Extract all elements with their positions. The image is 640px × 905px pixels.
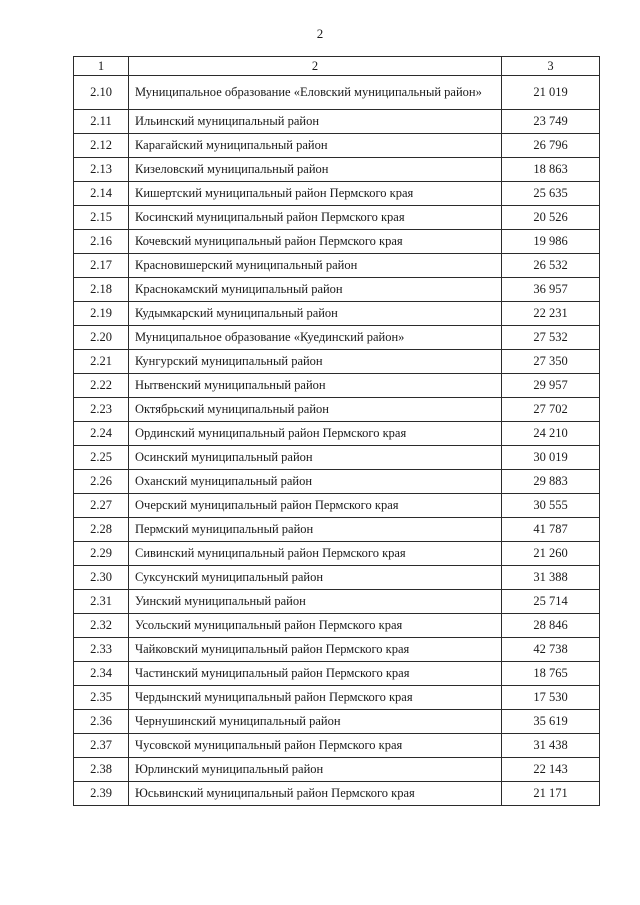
table-row: [74, 470, 600, 494]
row-number: 2.15: [74, 206, 129, 230]
row-number: 2.32: [74, 614, 129, 638]
district-name: Чернушинский муниципальный район: [129, 710, 502, 734]
district-value: 22 231: [502, 302, 600, 326]
district-value: 18 765: [502, 662, 600, 686]
table-row: [74, 662, 600, 686]
district-value: 19 986: [502, 230, 600, 254]
row-number: 2.22: [74, 374, 129, 398]
district-value: 29 957: [502, 374, 600, 398]
row-number: 2.10: [74, 76, 129, 110]
table-body: [74, 76, 600, 806]
row-number: 2.19: [74, 302, 129, 326]
table-row: [74, 710, 600, 734]
row-number: 2.13: [74, 158, 129, 182]
row-number: 2.28: [74, 518, 129, 542]
table-row: [74, 374, 600, 398]
table-row: [74, 134, 600, 158]
district-name: Юрлинский муниципальный район: [129, 758, 502, 782]
column-header-2: 2: [129, 57, 502, 76]
page-number: 2: [316, 26, 324, 41]
row-number: 2.37: [74, 734, 129, 758]
row-number: 2.36: [74, 710, 129, 734]
district-value: 29 883: [502, 470, 600, 494]
row-number: 2.24: [74, 422, 129, 446]
district-value: 42 738: [502, 638, 600, 662]
table-row: [74, 638, 600, 662]
row-number: 2.11: [74, 110, 129, 134]
district-value: 20 526: [502, 206, 600, 230]
district-name: Чусовской муниципальный район Пермского края: [129, 734, 502, 758]
row-number: 2.38: [74, 758, 129, 782]
row-number: 2.25: [74, 446, 129, 470]
district-name: Очерский муниципальный район Пермского края: [129, 494, 502, 518]
table-row: [74, 278, 600, 302]
district-value: 21 260: [502, 542, 600, 566]
district-value: 26 532: [502, 254, 600, 278]
district-name: Косинский муниципальный район Пермского края: [129, 206, 502, 230]
district-name: Пермский муниципальный район: [129, 518, 502, 542]
district-value: 25 635: [502, 182, 600, 206]
table-row: [74, 350, 600, 374]
district-name: Ильинский муниципальный район: [129, 110, 502, 134]
table-row: [74, 206, 600, 230]
table-row: [74, 158, 600, 182]
district-name: Красновишерский муниципальный район: [129, 254, 502, 278]
table-row: [74, 782, 600, 806]
district-name: Кизеловский муниципальный район: [129, 158, 502, 182]
district-name: Краснокамский муниципальный район: [129, 278, 502, 302]
column-header-3: 3: [502, 57, 600, 76]
district-name: Кишертский муниципальный район Пермского края: [129, 182, 502, 206]
district-value: 31 388: [502, 566, 600, 590]
table-row: [74, 518, 600, 542]
table-row: [74, 422, 600, 446]
row-number: 2.31: [74, 590, 129, 614]
district-value: 23 749: [502, 110, 600, 134]
district-name: Оханский муниципальный район: [129, 470, 502, 494]
district-name: Юсьвинский муниципальный район Пермского края: [129, 782, 502, 806]
district-value: 26 796: [502, 134, 600, 158]
table-row: [74, 326, 600, 350]
district-value: 36 957: [502, 278, 600, 302]
column-header-1: 1: [74, 57, 129, 76]
district-value: 31 438: [502, 734, 600, 758]
table-row: [74, 758, 600, 782]
district-value: 21 171: [502, 782, 600, 806]
row-number: 2.17: [74, 254, 129, 278]
district-value: 25 714: [502, 590, 600, 614]
district-name: Суксунский муниципальный район: [129, 566, 502, 590]
row-number: 2.12: [74, 134, 129, 158]
row-number: 2.39: [74, 782, 129, 806]
row-number: 2.33: [74, 638, 129, 662]
district-name: Октябрьский муниципальный район: [129, 398, 502, 422]
district-value: 27 532: [502, 326, 600, 350]
district-name: Кочевский муниципальный район Пермского края: [129, 230, 502, 254]
district-name: Частинский муниципальный район Пермского края: [129, 662, 502, 686]
table-row: [74, 230, 600, 254]
district-value: 27 350: [502, 350, 600, 374]
row-number: 2.20: [74, 326, 129, 350]
row-number: 2.26: [74, 470, 129, 494]
row-number: 2.34: [74, 662, 129, 686]
row-number: 2.21: [74, 350, 129, 374]
district-name: Чайковский муниципальный район Пермского края: [129, 638, 502, 662]
table-row: [74, 76, 600, 110]
district-name: Муниципальное образование «Еловский муниципальный район»: [129, 76, 502, 110]
table-row: [74, 590, 600, 614]
district-value: 41 787: [502, 518, 600, 542]
row-number: 2.35: [74, 686, 129, 710]
table-row: [74, 494, 600, 518]
row-number: 2.18: [74, 278, 129, 302]
district-value: 22 143: [502, 758, 600, 782]
district-value: 28 846: [502, 614, 600, 638]
table-row: [74, 734, 600, 758]
district-value: 17 530: [502, 686, 600, 710]
district-name: Нытвенский муниципальный район: [129, 374, 502, 398]
district-name: Муниципальное образование «Куединский район»: [129, 326, 502, 350]
district-value: 35 619: [502, 710, 600, 734]
table-row: [74, 686, 600, 710]
row-number: 2.30: [74, 566, 129, 590]
table-row: [74, 566, 600, 590]
table-row: [74, 110, 600, 134]
districts-table: [73, 56, 600, 806]
district-name: Чердынский муниципальный район Пермского края: [129, 686, 502, 710]
district-name: Уинский муниципальный район: [129, 590, 502, 614]
table-row: [74, 542, 600, 566]
table-row: [74, 254, 600, 278]
district-name: Кудымкарский муниципальный район: [129, 302, 502, 326]
district-value: 30 555: [502, 494, 600, 518]
district-value: 30 019: [502, 446, 600, 470]
district-value: 24 210: [502, 422, 600, 446]
district-name: Карагайский муниципальный район: [129, 134, 502, 158]
district-value: 18 863: [502, 158, 600, 182]
table-row: [74, 398, 600, 422]
row-number: 2.29: [74, 542, 129, 566]
district-name: Осинский муниципальный район: [129, 446, 502, 470]
district-name: Ординский муниципальный район Пермского края: [129, 422, 502, 446]
table-header: [74, 57, 600, 76]
district-value: 27 702: [502, 398, 600, 422]
table-row: [74, 302, 600, 326]
district-value: 21 019: [502, 76, 600, 110]
district-name: Сивинский муниципальный район Пермского края: [129, 542, 502, 566]
table-row: [74, 614, 600, 638]
district-name: Кунгурский муниципальный район: [129, 350, 502, 374]
row-number: 2.16: [74, 230, 129, 254]
district-name: Усольский муниципальный район Пермского края: [129, 614, 502, 638]
row-number: 2.23: [74, 398, 129, 422]
table-row: [74, 446, 600, 470]
row-number: 2.14: [74, 182, 129, 206]
row-number: 2.27: [74, 494, 129, 518]
table-row: [74, 182, 600, 206]
